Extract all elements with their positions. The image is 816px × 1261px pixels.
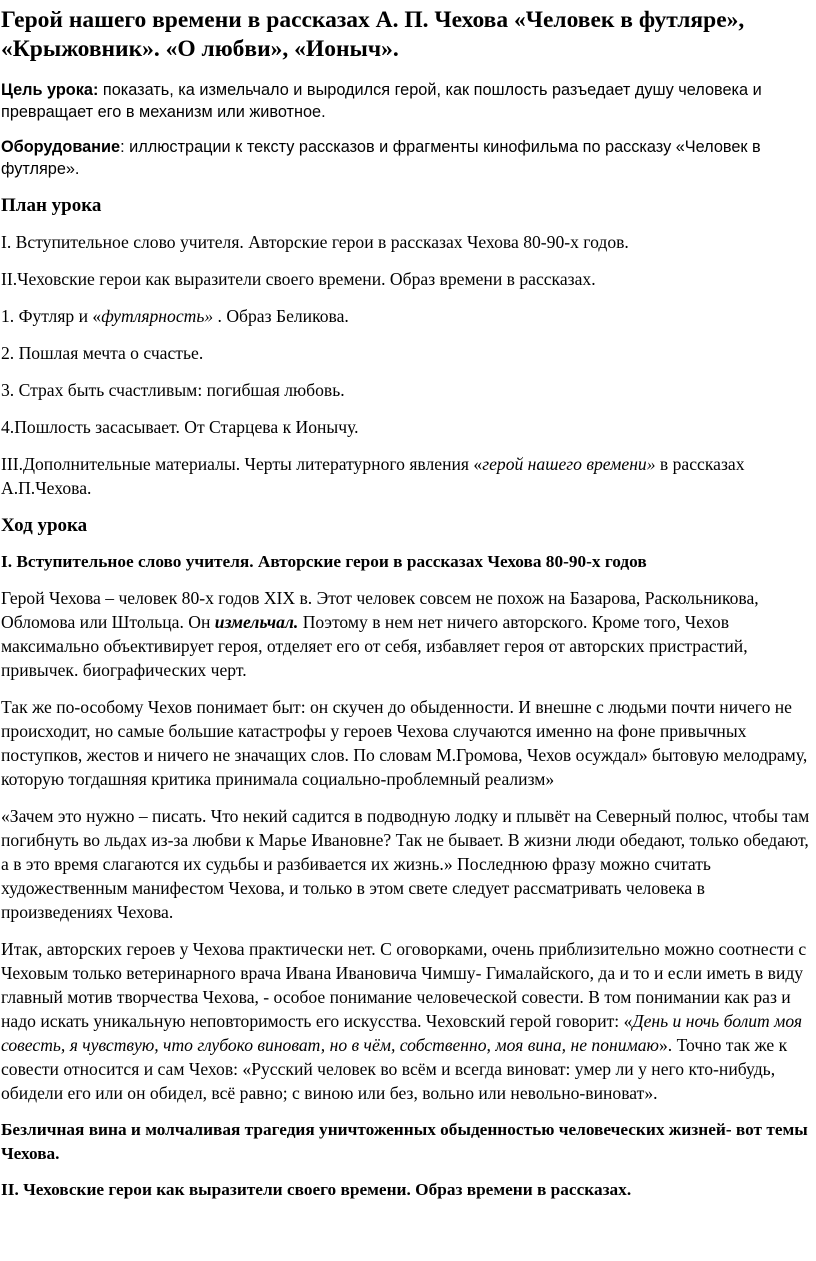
plan-item-text: в рассказах А.П.Чехова. bbox=[1, 454, 745, 498]
paragraph: Так же по-особому Чехов понимает быт: он скучен до обыденности. И внешне с людьми почти ничего не происходит, но самые большие катастрофы у героев Чехова случаются именно на фоне привычных поступков, жестов и ничего не значащих слов. По словам М.Громова, Чехов осуждал» бытовую мелодраму, которую тогдашняя критика принимала социально-проблемный реализм» bbox=[1, 697, 808, 789]
lesson-goal bbox=[1, 79, 814, 123]
plan-item-text: . Образ Беликова. bbox=[213, 306, 349, 326]
section-2-heading: II. Чеховские герои как выразители своего времени. Образ времени в рассказах. bbox=[1, 1180, 632, 1199]
paragraph-text: Поэтому в нем нет ничего авторского. Кроме того, Чехов максимально объективирует героя, отделяет его от себя, избавляет героя от авторских пристрастий, привычек. биографических черт. bbox=[1, 612, 748, 680]
plan-item: 3. Страх быть счастливым: погибшая любовь. bbox=[1, 380, 345, 400]
plan-item-text: III.Дополнительные материалы. Черты литературного явления « bbox=[1, 454, 483, 474]
paragraph-text: ». Точно так же к совести относится и сам Чехов: «Русский человек во всём и всегда виноват: умер ли у него кто-нибудь, обидели его или он обидел, всё равно; с виною или без, вольно или невольно-виноват». bbox=[1, 1035, 788, 1103]
paragraph bbox=[1, 937, 814, 1105]
plan-item: II.Чеховские герои как выразители своего времени. Образ времени в рассказах. bbox=[1, 269, 596, 289]
lesson-equipment-label: Оборудование bbox=[1, 138, 121, 156]
paragraph-text: Итак, авторских героев у Чехова практически нет. С оговорками, очень приблизительно можно соотнести с Чеховым только ветеринарного врача Ивана Ивановича Чимшу- Гималайского, да и то и если иметь в виду главный мотив творчества Чехова, - особое понимание человеческой совести. В том понимании как раз и надо искать уникальную неповторимость его искусства. Чеховский герой говорит: « bbox=[1, 939, 807, 1031]
plan-item: 2. Пошлая мечта о счастье. bbox=[1, 343, 204, 363]
paragraph: «Зачем это нужно – писать. Что некий садится в подводную лодку и плывёт на Северный полюс, чтобы там погибнуть во льдах из-за любви к Марье Ивановне? Так не бывает. В жизни люди обедают, только обедают, а в это время слагаются их судьбы и разбивается их жизнь.» Последнюю фразу можно считать художественным манифестом Чехова, и только в этом свете следует рассматривать человека в произведениях Чехова. bbox=[1, 806, 810, 922]
plan-item bbox=[1, 304, 814, 328]
plan-item-italic: герой нашего времени» bbox=[482, 454, 656, 474]
plan-item: I. Вступительное слово учителя. Авторские герои в рассказах Чехова 80-90-х годов. bbox=[1, 232, 629, 252]
paragraph-emphasis: измельчал. bbox=[214, 612, 299, 632]
summary-statement: Безличная вина и молчаливая трагедия уничтоженных обыденностью человеческих жизней- вот темы Чехова. bbox=[1, 1120, 808, 1163]
plan-item-text: 1. Футляр и « bbox=[1, 306, 102, 326]
lesson-goal-label: Цель урока: bbox=[1, 81, 99, 99]
section-1-heading: I. Вступительное слово учителя. Авторские герои в рассказах Чехова 80-90-х годов bbox=[1, 552, 647, 571]
lesson-equipment bbox=[1, 136, 814, 180]
plan-heading: План урока bbox=[1, 195, 102, 216]
lesson-progress-heading: Ход урока bbox=[1, 515, 88, 536]
paragraph-quote-italic: День и ночь болит моя совесть, я чувствую, что глубоко виноват, но в чём, собственно, моя вина, не понимаю bbox=[1, 1011, 803, 1055]
plan-item bbox=[1, 452, 814, 500]
document-title: Герой нашего времени в рассказах А. П. Чехова «Человек в футляре», «Крыжовник». «О любви», «Ионыч». bbox=[1, 7, 745, 62]
plan-item-italic: футлярность» bbox=[101, 306, 214, 326]
paragraph bbox=[1, 586, 814, 682]
lesson-equipment-text: : иллюстрации к тексту рассказов и фрагменты кинофильма по рассказу «Человек в футляре». bbox=[1, 138, 761, 178]
lesson-goal-text: показать, ка измельчало и выродился герой, как пошлость разъедает душу человека и превращает его в механизм или животное. bbox=[1, 81, 762, 121]
paragraph-text: Герой Чехова – человек 80-х годов XIX в. Этот человек совсем не похож на Базарова, Раскольникова, Обломова или Штольца. Он bbox=[1, 588, 759, 632]
plan-item: 4.Пошлость засасывает. От Старцева к Ионычу. bbox=[1, 417, 359, 437]
